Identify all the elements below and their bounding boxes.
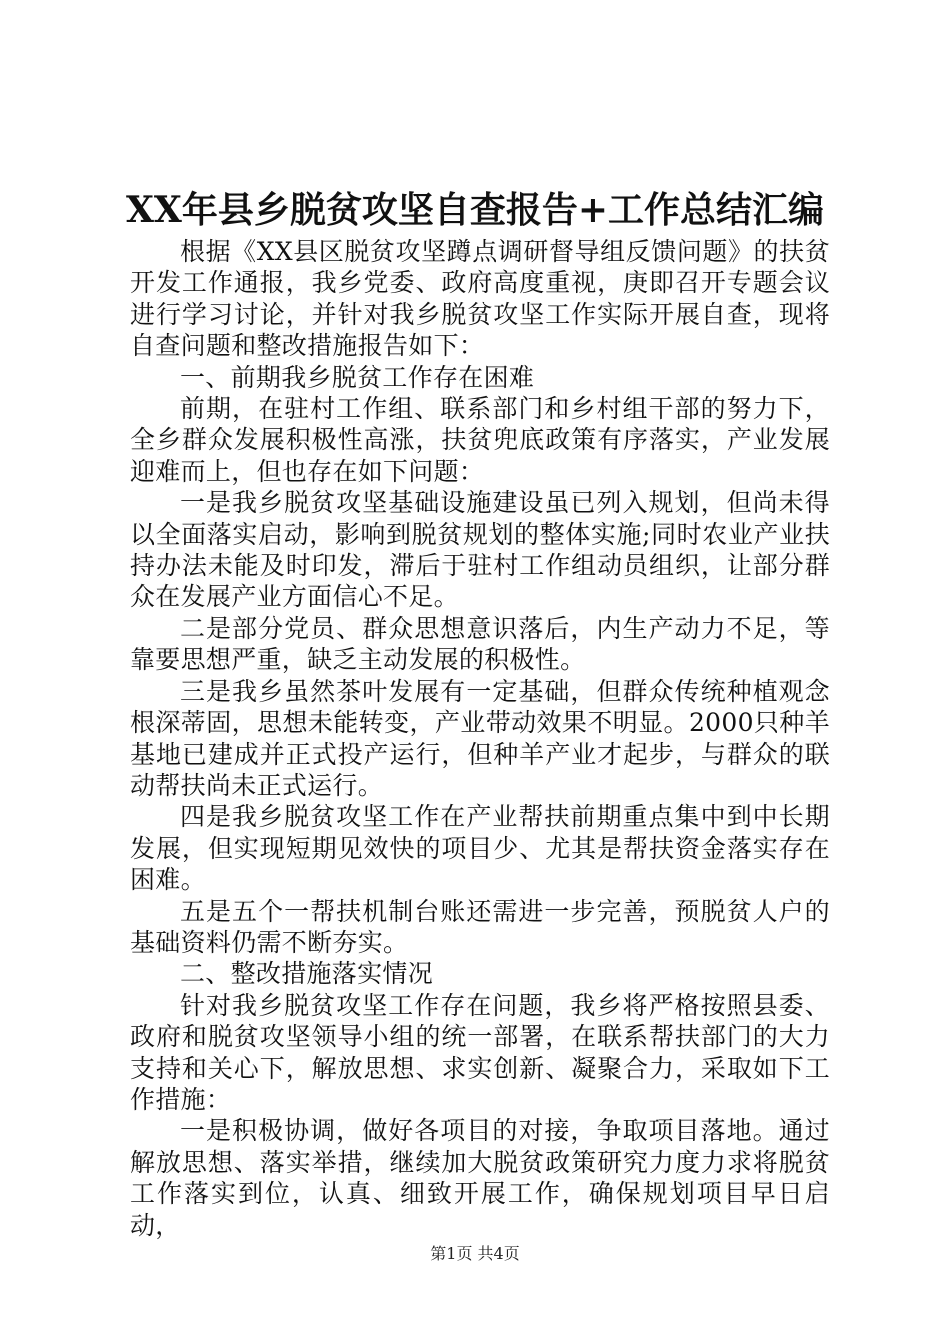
document-body: [130, 236, 830, 1241]
section-heading-1: 一、前期我乡脱贫工作存在困难: [180, 362, 535, 392]
body-paragraph: 一是我乡脱贫攻坚基础设施建设虽已列入规划，但尚未得以全面落实启动，影响到脱贫规划的整体实施;同时农业产业扶持办法未能及时印发，滞后于驻村工作组动员组织，让部分群众在发展产业方面信心不足。: [130, 488, 830, 612]
body-paragraph: 三是我乡虽然茶叶发展有一定基础，但群众传统种植观念根深蒂固，思想未能转变，产业带动效果不明显。2000只种羊基地已建成并正式投产运行，但种羊产业才起步，与群众的联动帮扶尚未正式运行。: [130, 676, 830, 800]
body-paragraph: 一是积极协调，做好各项目的对接，争取项目落地。通过解放思想、落实举措，继续加大脱贫政策研究力度力求将脱贫工作落实到位，认真、细致开展工作，确保规划项目早日启动，: [130, 1116, 830, 1240]
body-paragraph: 前期，在驻村工作组、联系部门和乡村组干部的努力下，全乡群众发展积极性高涨，扶贫兜底政策有序落实，产业发展迎难而上，但也存在如下问题：: [130, 394, 830, 486]
section-heading-2: 二、整改措施落实情况: [180, 959, 434, 989]
document-title: XX年县乡脱贫攻坚自查报告+工作总结汇编: [125, 189, 825, 231]
intro-paragraph: 根据《XX县区脱贫攻坚蹲点调研督导组反馈问题》的扶贫开发工作通报，我乡党委、政府高度重视，庚即召开专题会议进行学习讨论，并针对我乡脱贫攻坚工作实际开展自查，现将自查问题和整改措施报告如下：: [130, 237, 830, 361]
body-paragraph: 五是五个一帮扶机制台账还需进一步完善，预脱贫人户的基础资料仍需不断夯实。: [130, 896, 830, 957]
page-footer: 第1页 共4页: [430, 1244, 520, 1263]
body-paragraph: 二是部分党员、群众思想意识落后，内生产动力不足，等靠要思想严重，缺乏主动发展的积极性。: [130, 613, 830, 675]
body-paragraph: 四是我乡脱贫攻坚工作在产业帮扶前期重点集中到中长期发展，但实现短期见效快的项目少、尤其是帮扶资金落实存在困难。: [130, 802, 830, 895]
body-paragraph: 针对我乡脱贫攻坚工作存在问题，我乡将严格按照县委、政府和脱贫攻坚领导小组的统一部署，在联系帮扶部门的大力支持和关心下，解放思想、求实创新、凝聚合力，采取如下工作措施：: [130, 990, 830, 1114]
